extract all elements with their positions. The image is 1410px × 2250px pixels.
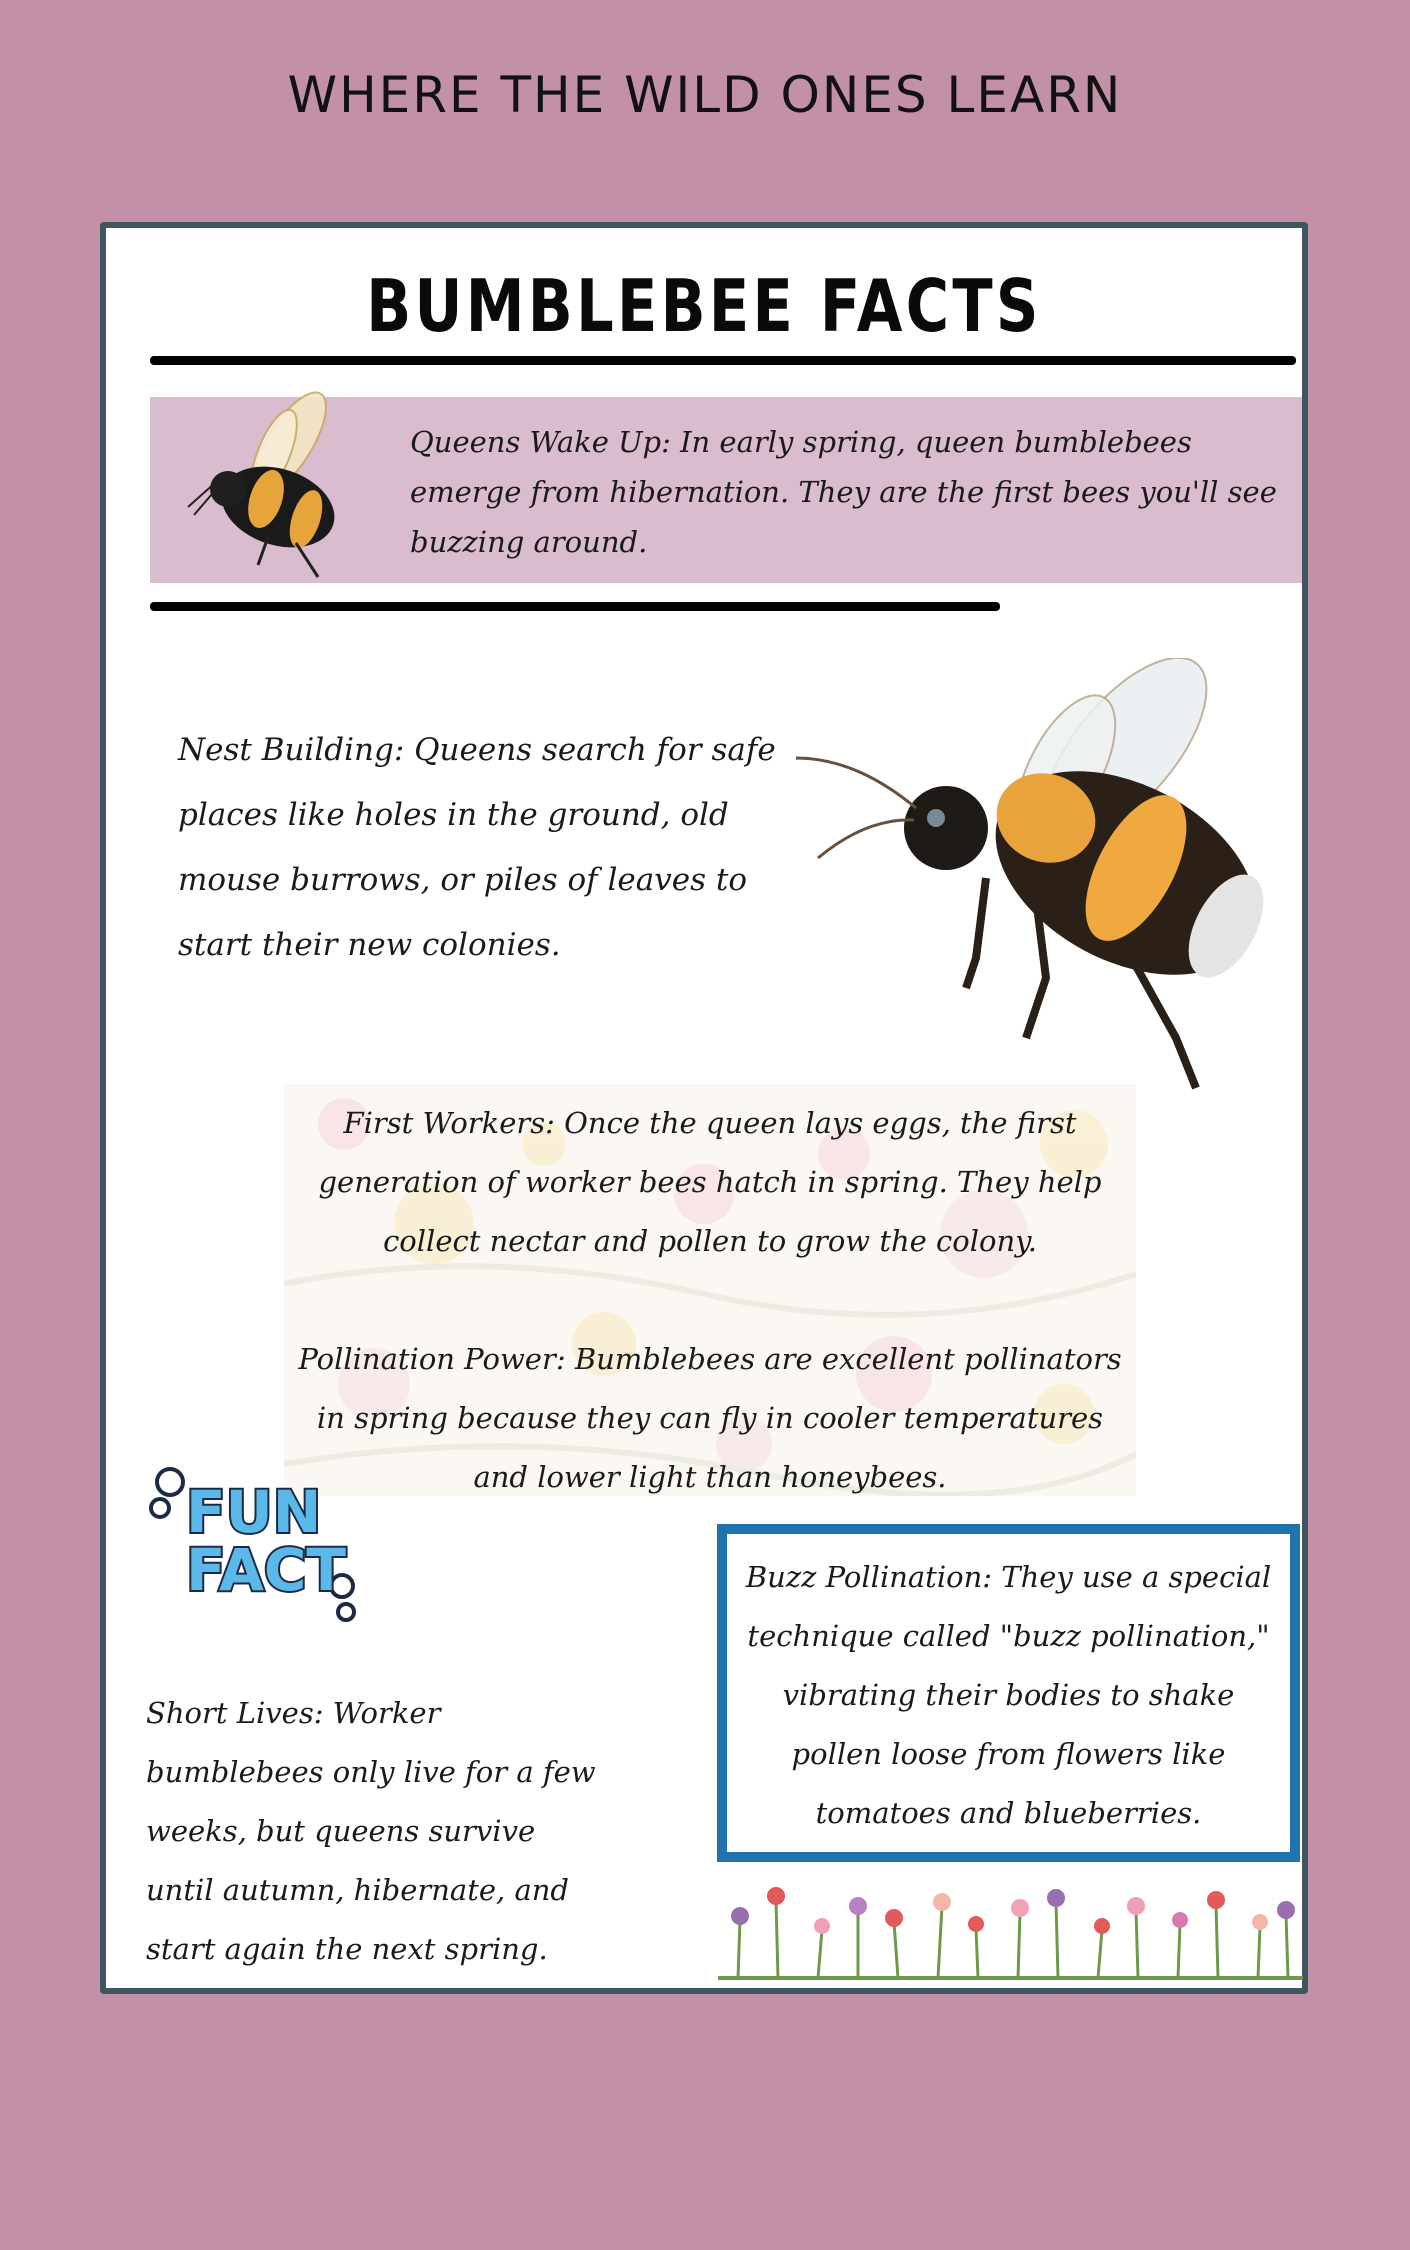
fact-card (100, 222, 1308, 1994)
bumblebee-small-illustration (178, 387, 348, 587)
first-workers-text: First Workers: Once the queen lays eggs, the first generation of worker bees hatch in spring. They help collect nectar and pollen to grow the colony. (318, 1106, 1102, 1258)
buzz-pollination-text: Buzz Pollination: They use a special technique called "buzz pollination," vibrating their bodies to shake pollen loose from flowers like tomatoes and blueberries. (745, 1560, 1272, 1830)
floral-facts-panel (284, 1084, 1136, 1496)
fun-fact-line2: FACT (186, 1536, 346, 1604)
nest-building-text: Nest Building: Queens search for safe places like holes in the ground, old mouse burrows, or piles of leaves to start their new colonies. (178, 732, 776, 963)
queens-wake-up-text: Queens Wake Up: In early spring, queen bumblebees emerge from hibernation. They are the first bees you'll see buzzing around. (410, 425, 1277, 559)
short-lives-text: Short Lives: Worker bumblebees only live for a few weeks, but queens survive until autumn, hibernate, and start again the next spring. (146, 1696, 596, 1966)
section-divider (150, 602, 1000, 611)
buzz-pollination-panel (717, 1524, 1300, 1862)
card-title: BUMBLEBEE FACTS (366, 264, 1042, 348)
page-header-title: WHERE THE WILD ONES LEARN (287, 66, 1123, 124)
fun-fact-badge (146, 1460, 366, 1630)
title-divider (150, 356, 1296, 365)
flower-border-illustration (718, 1880, 1303, 1980)
fun-fact-line1: FUN (186, 1478, 322, 1546)
bumblebee-large-illustration (796, 658, 1306, 1098)
pollination-power-text: Pollination Power: Bumblebees are excellent pollinators in spring because they can fly in cooler temperatures and lower light than honeybees. (298, 1342, 1122, 1494)
queens-wake-up-panel (150, 397, 1302, 583)
